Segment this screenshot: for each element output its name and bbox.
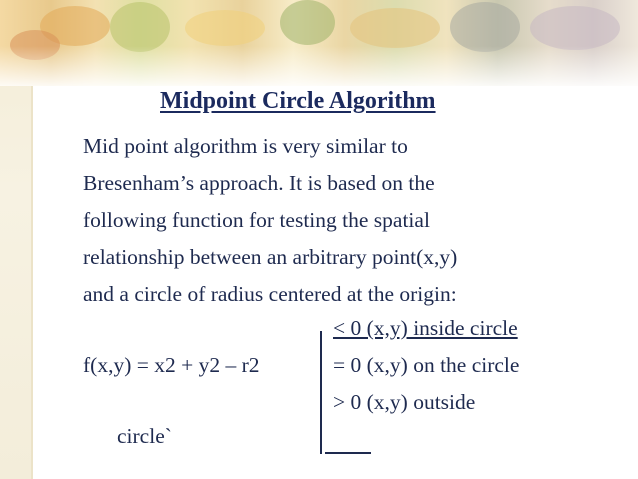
body-paragraph xyxy=(83,128,623,313)
case-less-than xyxy=(333,316,518,341)
case-less-than-text: < 0 (x,y) inside circle xyxy=(333,316,518,340)
body-line: Mid point algorithm is very similar to xyxy=(83,134,408,158)
slide-title: Midpoint Circle Algorithm xyxy=(160,88,436,114)
case-greater-than: > 0 (x,y) outside xyxy=(333,390,476,414)
body-line: and a circle of radius centered at the origin: xyxy=(83,282,457,306)
case-bracket-line xyxy=(320,331,322,454)
body-line: following function for testing the spatial xyxy=(83,208,430,232)
case-continuation: circle` xyxy=(117,424,172,448)
case-equal: = 0 (x,y) on the circle xyxy=(333,353,520,377)
body-line: Bresenham’s approach. It is based on the xyxy=(83,171,435,195)
function-label: f(x,y) = x2 + y2 – r2 xyxy=(83,353,260,377)
case-bracket-underline xyxy=(325,452,371,454)
body-line: relationship between an arbitrary point(x,y) xyxy=(83,245,458,269)
